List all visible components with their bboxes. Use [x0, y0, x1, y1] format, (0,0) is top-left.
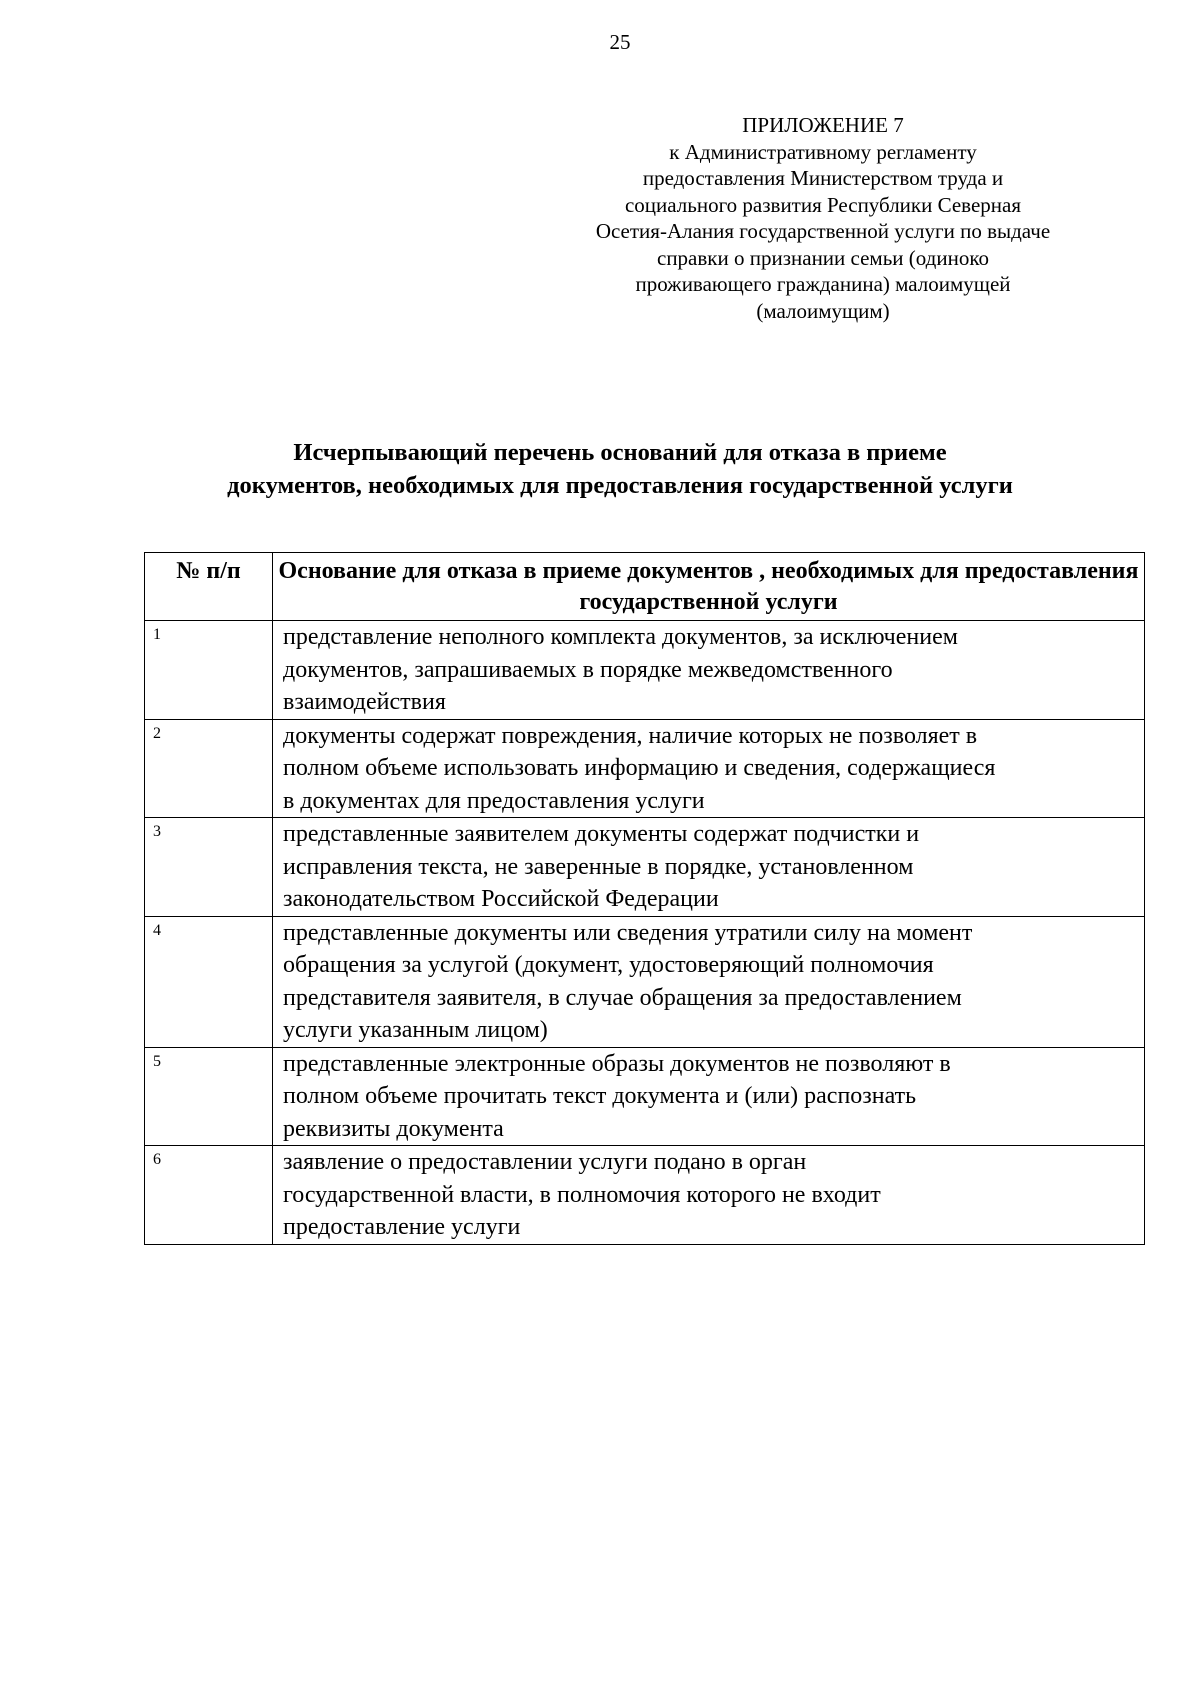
- reason-line: представление неполного комплекта документов, за исключением: [283, 624, 958, 650]
- row-number: 4: [145, 916, 273, 1047]
- appendix-block: [528, 112, 1118, 324]
- row-reason: [273, 1047, 1145, 1146]
- row-number: 5: [145, 1047, 273, 1146]
- table-row: [145, 818, 1145, 917]
- reason-line: представленные заявителем документы содержат подчистки и: [283, 821, 920, 847]
- row-reason: [273, 916, 1145, 1047]
- document-title: [100, 436, 1140, 502]
- reason-line: полном объеме прочитать текст документа и (или) распознать: [283, 1083, 917, 1109]
- reason-line: предоставление услуги: [283, 1214, 521, 1240]
- table-header-row: [145, 553, 1145, 621]
- header-number: № п/п: [145, 553, 273, 621]
- reason-line: услуги указанным лицом): [283, 1017, 548, 1043]
- title-line: Исчерпывающий перечень оснований для отказа в приеме: [293, 439, 947, 466]
- appendix-line: справки о признании семьи (одиноко: [657, 245, 989, 270]
- table-row: [145, 1047, 1145, 1146]
- reason-line: в документах для предоставления услуги: [283, 787, 705, 814]
- appendix-line: проживающего гражданина) малоимущей: [635, 272, 1011, 296]
- reason-line: документы содержат повреждения, наличие которых не позволяет в: [283, 722, 978, 749]
- reason-line: представленные электронные образы документов не позволяют в: [283, 1050, 951, 1077]
- row-number: 3: [145, 818, 273, 917]
- reason-line: исправления текста, не заверенные в порядке, установленном: [283, 853, 914, 880]
- reason-line: взаимодействия: [283, 689, 446, 715]
- row-number: 6: [145, 1146, 273, 1245]
- grounds-table: [144, 552, 1145, 1245]
- row-number: 2: [145, 719, 273, 818]
- table-row: [145, 719, 1145, 818]
- page-number: 25: [609, 30, 631, 54]
- reason-line: реквизиты документа: [283, 1115, 504, 1142]
- header-reason: Основание для отказа в приеме документов , необходимых для предоставления государственной услуги: [273, 553, 1145, 621]
- reason-line: законодательством Российской Федерации: [283, 886, 719, 912]
- reason-line: обращения за услугой (документ, удостоверяющий полномочия: [283, 952, 934, 978]
- appendix-line: Осетия-Алания государственной услуги по выдаче: [595, 219, 1051, 243]
- appendix-line: социального развития Республики Северная: [624, 192, 1022, 217]
- row-reason: [273, 719, 1145, 818]
- table-row: [145, 1146, 1145, 1245]
- reason-line: полном объеме использовать информацию и сведения, содержащиеся: [283, 755, 996, 781]
- table-row: [145, 916, 1145, 1047]
- table-row: [145, 621, 1145, 720]
- row-reason: [273, 1146, 1145, 1245]
- row-number: 1: [145, 621, 273, 720]
- appendix-line: к Административному регламенту: [669, 139, 977, 164]
- reason-line: представителя заявителя, в случае обращения за предоставлением: [283, 984, 962, 1011]
- reason-line: заявление о предоставлении услуги подано в орган: [283, 1149, 807, 1175]
- row-reason: [273, 621, 1145, 720]
- appendix-line: ПРИЛОЖЕНИЕ 7: [742, 113, 904, 137]
- title-line: документов, необходимых для предоставления государственной услуги: [227, 472, 1013, 499]
- row-reason: [273, 818, 1145, 917]
- appendix-line: (малоимущим): [756, 298, 890, 323]
- reason-line: представленные документы или сведения утратили силу на момент: [283, 919, 973, 946]
- reason-line: документов, запрашиваемых в порядке межведомственного: [283, 656, 893, 683]
- appendix-line: предоставления Министерством труда и: [642, 166, 1004, 190]
- reason-line: государственной власти, в полномочия которого не входит: [283, 1181, 881, 1208]
